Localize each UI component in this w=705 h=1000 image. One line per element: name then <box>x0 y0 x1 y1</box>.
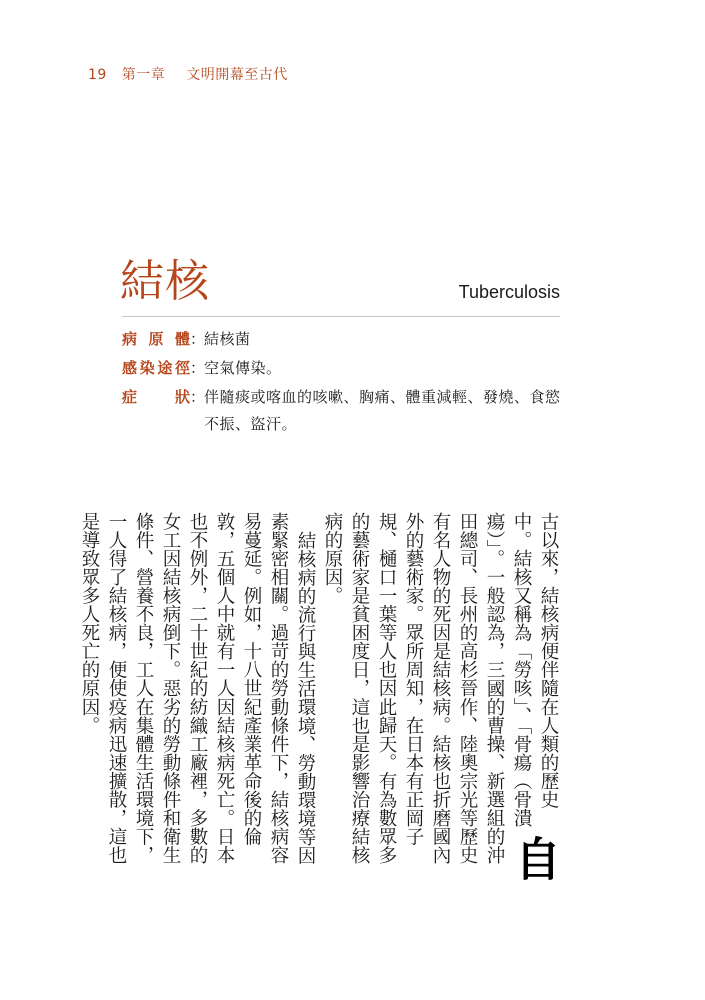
disease-facts <box>122 326 562 440</box>
fact-label-pathogen: 病 原 體 <box>122 330 190 348</box>
paragraph-1 <box>319 512 562 882</box>
chapter-label: 第一章 <box>121 67 166 83</box>
fact-value-transmission: 空氣傳染。 <box>204 359 282 377</box>
chapter-title: 文明開幕至古代 <box>186 67 288 83</box>
fact-value-symptoms: 伴隨痰或喀血的咳嗽、胸痛、體重減輕、發燒、食慾不振、盜汗。 <box>204 388 561 433</box>
entry-english-title: Tuberculosis <box>458 282 560 302</box>
paragraph-1-text: 古以來，結核病便伴隨在人類的歷史中。結核又稱為「勞咳」、「骨瘍（骨潰瘍）」。一般認為，三國的曹操、新選組的沖田總司、長州的高杉晉作、陸奧宗光等歷史有名人物的死因是結核病。結核也折磨國內外的藝術家。眾所周知，在日本有正岡子規、樋口一葉等人也因此歸天。有為數眾多的藝術家是貧困度日，這也是影響治療結核病的原因。 <box>322 512 559 865</box>
fact-colon: ： <box>190 359 206 377</box>
title-divider <box>122 316 560 317</box>
fact-symptoms <box>122 384 562 438</box>
fact-value-pathogen: 結核菌 <box>204 330 251 348</box>
paragraph-2: 結核病的流行與生活環境、勞動環境等因素緊密相關。過苛的勞動條件下，結核病容易蔓延。例如，十八世紀產業革命後的倫敦，五個人中就有一人因結核病死亡。日本也不例外，二十世紀的紡織工廠裡，多數的女工因結核病倒下。惡劣的勞動條件和衛生條件、營養不良，工人在集體生活環境下，一人得了結核病，便使疫病迅速擴散，這也是導致眾多人死亡的原因。 <box>79 512 316 865</box>
fact-transmission <box>122 355 562 382</box>
body-text-vertical <box>76 512 562 882</box>
fact-label-transmission: 感 染 途 徑 <box>122 359 190 377</box>
drop-cap: 自 <box>508 834 562 882</box>
fact-pathogen <box>122 326 562 353</box>
page-number: 19 <box>88 67 107 83</box>
running-header <box>88 64 288 84</box>
fact-colon: ： <box>190 330 206 348</box>
entry-title: 結核 <box>120 256 210 307</box>
fact-colon: ： <box>190 388 206 406</box>
fact-label-symptoms: 症 狀 <box>122 388 190 406</box>
